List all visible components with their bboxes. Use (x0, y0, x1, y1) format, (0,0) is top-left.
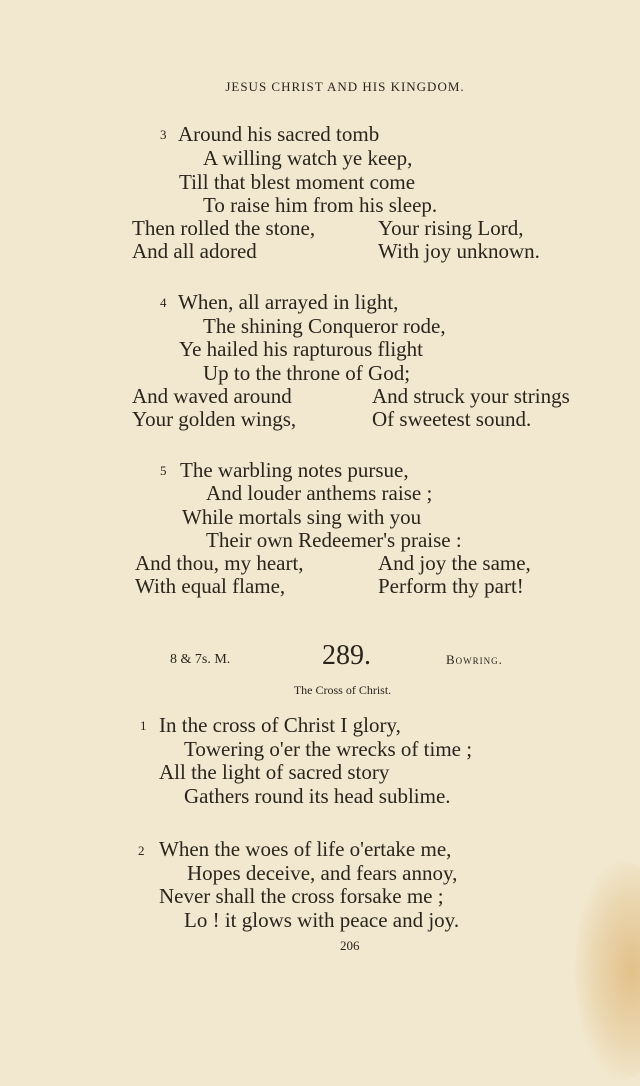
verse-number: 4 (160, 295, 167, 310)
verse-line: Gathers round its head sublime. (184, 784, 451, 808)
verse-line: Never shall the cross forsake me ; (159, 884, 444, 908)
running-head: JESUS CHRIST AND HIS KINGDOM. (225, 79, 465, 94)
verse-line: Till that blest moment come (179, 170, 416, 194)
verse-line: And thou, my heart, (135, 551, 304, 575)
hymn-author: Bowring. (446, 652, 503, 667)
verse-line: Ye hailed his rapturous flight (179, 337, 424, 361)
paper-stain (575, 860, 640, 1080)
verse-number: 2 (138, 843, 145, 858)
verse-line: Up to the throne of God; (203, 361, 411, 385)
verse-line: Of sweetest sound. (372, 407, 532, 431)
verse-line: All the light of sacred story (159, 760, 390, 784)
verse-line: The shining Conqueror rode, (203, 314, 446, 338)
verse-line: Towering o'er the wrecks of time ; (184, 737, 473, 761)
page-number: 206 (340, 938, 360, 953)
verse-line: With joy unknown. (378, 239, 540, 263)
verse-line: Perform thy part! (378, 574, 524, 598)
verse-line: Hopes deceive, and fears annoy, (187, 861, 458, 885)
verse-number: 1 (140, 718, 147, 733)
verse-line: And waved around (132, 384, 292, 408)
hymn-number: 289. (322, 640, 371, 671)
verse-line: The warbling notes pursue, (180, 458, 409, 482)
verse-line: With equal flame, (135, 574, 286, 598)
verse-line: A willing watch ye keep, (203, 146, 413, 170)
verse-line: Their own Redeemer's praise : (206, 528, 462, 552)
verse-line: When, all arrayed in light, (178, 290, 399, 314)
verse-line: Around his sacred tomb (178, 122, 380, 146)
verse-line: Your golden wings, (132, 407, 297, 431)
verse-line: In the cross of Christ I glory, (159, 713, 401, 737)
verse-line: Lo ! it glows with peace and joy. (184, 908, 460, 932)
verse-line: When the woes of life o'ertake me, (159, 837, 452, 861)
verse-number: 3 (160, 127, 167, 142)
hymn-meter: 8 & 7s. M. (170, 652, 231, 667)
verse-line: And all adored (132, 239, 257, 263)
verse-line: To raise him from his sleep. (203, 193, 438, 217)
verse-number: 5 (160, 463, 167, 478)
hymn-subtitle: The Cross of Christ. (293, 683, 392, 697)
verse-line: And louder anthems raise ; (206, 481, 433, 505)
verse-line: And joy the same, (378, 551, 531, 575)
verse-line: While mortals sing with you (182, 505, 422, 529)
verse-line: And struck your strings (372, 384, 570, 408)
verse-line: Then rolled the stone, (132, 216, 316, 240)
verse-line: Your rising Lord, (378, 216, 524, 240)
